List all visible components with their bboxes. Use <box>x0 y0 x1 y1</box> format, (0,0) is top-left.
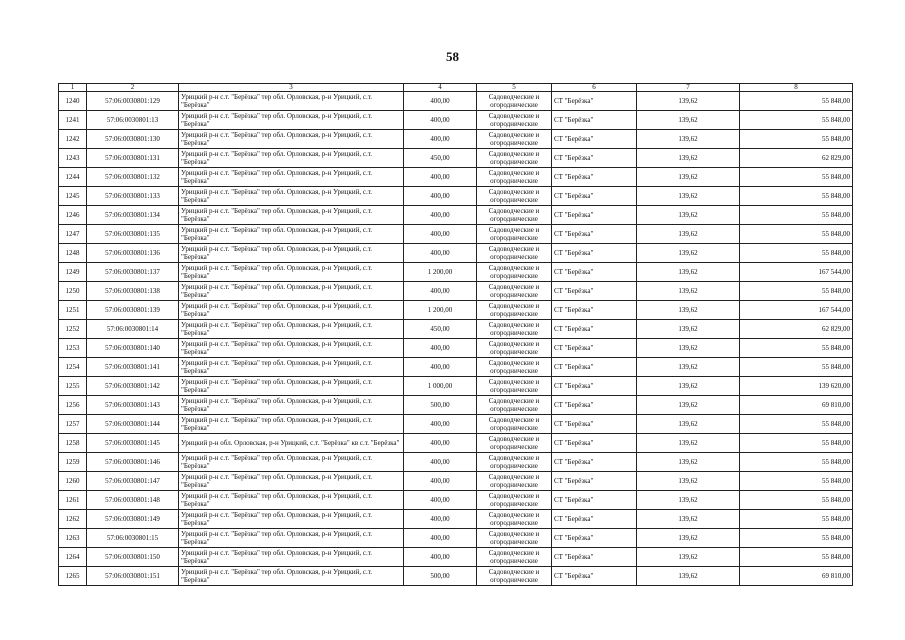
land-use: Садоводческие и огороднические <box>477 320 552 339</box>
column-number: 2 <box>87 84 179 92</box>
cadastral-value: 139 620,00 <box>740 377 853 396</box>
organization: СТ "Берёзка" <box>552 567 637 586</box>
row-number: 1256 <box>59 396 87 415</box>
area: 400,00 <box>404 130 477 149</box>
row-number: 1246 <box>59 206 87 225</box>
cadastral-rate: 139,62 <box>637 472 740 491</box>
row-number: 1241 <box>59 111 87 130</box>
table-row <box>59 434 853 453</box>
table-row <box>59 510 853 529</box>
area: 400,00 <box>404 491 477 510</box>
cadastral-value: 167 544,00 <box>740 263 853 282</box>
row-number: 1261 <box>59 491 87 510</box>
cadastral-number: 57:06:0030801:145 <box>87 434 179 453</box>
cadastral-number: 57:06:0030801:137 <box>87 263 179 282</box>
address: Урицкий р-н с.т. "Берёзка" тер обл. Орловская, р-н Урицкий, с.т. "Берёзка" <box>179 358 404 377</box>
cadastral-value: 55 848,00 <box>740 111 853 130</box>
land-use: Садоводческие и огороднические <box>477 263 552 282</box>
row-number: 1262 <box>59 510 87 529</box>
area: 400,00 <box>404 472 477 491</box>
organization: СТ "Берёзка" <box>552 472 637 491</box>
cadastral-value: 55 848,00 <box>740 225 853 244</box>
address: Урицкий р-н с.т. "Берёзка" тер обл. Орловская, р-н Урицкий, с.т. "Берёзка" <box>179 92 404 111</box>
organization: СТ "Берёзка" <box>552 263 637 282</box>
table-row <box>59 320 853 339</box>
organization: СТ "Берёзка" <box>552 244 637 263</box>
row-number: 1263 <box>59 529 87 548</box>
organization: СТ "Берёзка" <box>552 396 637 415</box>
cadastral-rate: 139,62 <box>637 206 740 225</box>
address: Урицкий р-н с.т. "Берёзка" тер обл. Орловская, р-н Урицкий, с.т. "Берёзка" <box>179 301 404 320</box>
column-number-row <box>59 84 853 92</box>
cadastral-value: 55 848,00 <box>740 206 853 225</box>
area: 400,00 <box>404 206 477 225</box>
row-number: 1249 <box>59 263 87 282</box>
cadastral-value: 55 848,00 <box>740 415 853 434</box>
land-use: Садоводческие и огороднические <box>477 92 552 111</box>
address: Урицкий р-н с.т. "Берёзка" тер обл. Орловская, р-н Урицкий, с.т. "Берёзка" <box>179 396 404 415</box>
address: Урицкий р-н с.т. "Берёзка" тер обл. Орловская, р-н Урицкий, с.т. "Берёзка" <box>179 244 404 263</box>
area: 400,00 <box>404 415 477 434</box>
address: Урицкий р-н с.т. "Берёзка" тер обл. Орловская, р-н Урицкий, с.т. "Берёзка" <box>179 567 404 586</box>
cadastral-rate: 139,62 <box>637 320 740 339</box>
address: Урицкий р-н с.т. "Берёзка" тер обл. Орловская, р-н Урицкий, с.т. "Берёзка" <box>179 320 404 339</box>
land-use: Садоводческие и огороднические <box>477 225 552 244</box>
cadastral-rate: 139,62 <box>637 453 740 472</box>
table-row <box>59 396 853 415</box>
cadastral-rate: 139,62 <box>637 491 740 510</box>
address: Урицкий р-н с.т. "Берёзка" тер обл. Орловская, р-н Урицкий, с.т. "Берёзка" <box>179 149 404 168</box>
land-use: Садоводческие и огороднические <box>477 567 552 586</box>
table-row <box>59 301 853 320</box>
cadastral-rate: 139,62 <box>637 168 740 187</box>
cadastral-rate: 139,62 <box>637 225 740 244</box>
column-number: 5 <box>477 84 552 92</box>
area: 400,00 <box>404 244 477 263</box>
table-row <box>59 567 853 586</box>
address: Урицкий р-н с.т. "Берёзка" тер обл. Орловская, р-н Урицкий, с.т. "Берёзка" <box>179 206 404 225</box>
organization: СТ "Берёзка" <box>552 529 637 548</box>
organization: СТ "Берёзка" <box>552 282 637 301</box>
organization: СТ "Берёзка" <box>552 491 637 510</box>
cadastral-value: 55 848,00 <box>740 187 853 206</box>
organization: СТ "Берёзка" <box>552 301 637 320</box>
address: Урицкий р-н с.т. "Берёзка" тер обл. Орловская, р-н Урицкий, с.т. "Берёзка" <box>179 187 404 206</box>
cadastral-rate: 139,62 <box>637 434 740 453</box>
cadastral-number: 57:06:0030801:130 <box>87 130 179 149</box>
area: 400,00 <box>404 111 477 130</box>
address: Урицкий р-н с.т. "Берёзка" тер обл. Орловская, р-н Урицкий, с.т. "Берёзка" <box>179 491 404 510</box>
cadastral-value: 69 810,00 <box>740 567 853 586</box>
row-number: 1254 <box>59 358 87 377</box>
cadastral-number: 57:06:0030801:14 <box>87 320 179 339</box>
row-number: 1253 <box>59 339 87 358</box>
table-row <box>59 244 853 263</box>
cadastral-rate: 139,62 <box>637 282 740 301</box>
address: Урицкий р-н с.т. "Берёзка" тер обл. Орловская, р-н Урицкий, с.т. "Берёзка" <box>179 548 404 567</box>
organization: СТ "Берёзка" <box>552 358 637 377</box>
address: Урицкий р-н с.т. "Берёзка" тер обл. Орловская, р-н Урицкий, с.т. "Берёзка" <box>179 529 404 548</box>
cadastral-rate: 139,62 <box>637 149 740 168</box>
area: 400,00 <box>404 548 477 567</box>
table-row <box>59 92 853 111</box>
table-row <box>59 263 853 282</box>
organization: СТ "Берёзка" <box>552 548 637 567</box>
cadastral-number: 57:06:0030801:140 <box>87 339 179 358</box>
cadastral-value: 62 829,00 <box>740 149 853 168</box>
table-row <box>59 453 853 472</box>
table-row <box>59 415 853 434</box>
organization: СТ "Берёзка" <box>552 130 637 149</box>
cadastral-rate: 139,62 <box>637 92 740 111</box>
cadastral-rate: 139,62 <box>637 548 740 567</box>
address: Урицкий р-н с.т. "Берёзка" тер обл. Орловская, р-н Урицкий, с.т. "Берёзка" <box>179 225 404 244</box>
cadastral-value: 55 848,00 <box>740 510 853 529</box>
table-row <box>59 206 853 225</box>
land-use: Садоводческие и огороднические <box>477 548 552 567</box>
cadastral-rate: 139,62 <box>637 358 740 377</box>
column-number: 6 <box>552 84 637 92</box>
row-number: 1264 <box>59 548 87 567</box>
cadastral-number: 57:06:0030801:143 <box>87 396 179 415</box>
organization: СТ "Берёзка" <box>552 510 637 529</box>
cadastral-number: 57:06:0030801:142 <box>87 377 179 396</box>
address: Урицкий р-н с.т. "Берёзка" тер обл. Орловская, р-н Урицкий, с.т. "Берёзка" <box>179 510 404 529</box>
row-number: 1258 <box>59 434 87 453</box>
area: 400,00 <box>404 187 477 206</box>
table-row <box>59 130 853 149</box>
cadastral-number: 57:06:0030801:134 <box>87 206 179 225</box>
cadastral-rate: 139,62 <box>637 415 740 434</box>
address: Урицкий р-н с.т. "Берёзка" тер обл. Орловская, р-н Урицкий, с.т. "Берёзка" <box>179 130 404 149</box>
organization: СТ "Берёзка" <box>552 415 637 434</box>
land-use: Садоводческие и огороднические <box>477 339 552 358</box>
cadastral-value: 55 848,00 <box>740 453 853 472</box>
cadastral-rate: 139,62 <box>637 529 740 548</box>
address: Урицкий р-н с.т. "Берёзка" тер обл. Орловская, р-н Урицкий, с.т. "Берёзка" <box>179 111 404 130</box>
land-use: Садоводческие и огороднические <box>477 111 552 130</box>
land-use: Садоводческие и огороднические <box>477 206 552 225</box>
cadastral-number: 57:06:0030801:131 <box>87 149 179 168</box>
cadastral-rate: 139,62 <box>637 339 740 358</box>
address: Урицкий р-н обл. Орловская, р-н Урицкий, с.т. "Берёзка" кв с.т. "Берёзка" <box>179 434 404 453</box>
organization: СТ "Берёзка" <box>552 149 637 168</box>
cadastral-number: 57:06:0030801:141 <box>87 358 179 377</box>
cadastral-rate: 139,62 <box>637 510 740 529</box>
organization: СТ "Берёзка" <box>552 92 637 111</box>
cadastral-number: 57:06:0030801:129 <box>87 92 179 111</box>
area: 400,00 <box>404 282 477 301</box>
cadastral-number: 57:06:0030801:151 <box>87 567 179 586</box>
land-use: Садоводческие и огороднические <box>477 453 552 472</box>
area: 400,00 <box>404 92 477 111</box>
cadastral-value: 55 848,00 <box>740 168 853 187</box>
area: 1 000,00 <box>404 377 477 396</box>
organization: СТ "Берёзка" <box>552 453 637 472</box>
land-use: Садоводческие и огороднические <box>477 130 552 149</box>
land-use: Садоводческие и огороднические <box>477 396 552 415</box>
column-number: 3 <box>179 84 404 92</box>
table-row <box>59 187 853 206</box>
cadastral-rate: 139,62 <box>637 244 740 263</box>
address: Урицкий р-н с.т. "Берёзка" тер обл. Орловская, р-н Урицкий, с.т. "Берёзка" <box>179 263 404 282</box>
organization: СТ "Берёзка" <box>552 206 637 225</box>
column-number: 7 <box>637 84 740 92</box>
organization: СТ "Берёзка" <box>552 111 637 130</box>
organization: СТ "Берёзка" <box>552 168 637 187</box>
table-row <box>59 168 853 187</box>
cadastral-value: 62 829,00 <box>740 320 853 339</box>
area: 400,00 <box>404 510 477 529</box>
cadastral-rate: 139,62 <box>637 396 740 415</box>
page-number: 58 <box>446 49 459 64</box>
column-number: 8 <box>740 84 853 92</box>
table-row <box>59 339 853 358</box>
cadastral-rate: 139,62 <box>637 187 740 206</box>
row-number: 1248 <box>59 244 87 263</box>
cadastral-number: 57:06:0030801:135 <box>87 225 179 244</box>
cadastral-value: 55 848,00 <box>740 92 853 111</box>
cadastral-rate: 139,62 <box>637 377 740 396</box>
cadastral-number: 57:06:0030801:147 <box>87 472 179 491</box>
organization: СТ "Берёзка" <box>552 225 637 244</box>
column-number: 4 <box>404 84 477 92</box>
land-use: Садоводческие и огороднические <box>477 149 552 168</box>
land-use: Садоводческие и огороднические <box>477 434 552 453</box>
table-row <box>59 548 853 567</box>
cadastral-value: 55 848,00 <box>740 339 853 358</box>
cadastral-number: 57:06:0030801:139 <box>87 301 179 320</box>
row-number: 1251 <box>59 301 87 320</box>
area: 500,00 <box>404 567 477 586</box>
address: Урицкий р-н с.т. "Берёзка" тер обл. Орловская, р-н Урицкий, с.т. "Берёзка" <box>179 377 404 396</box>
table-row <box>59 282 853 301</box>
row-number: 1260 <box>59 472 87 491</box>
land-use: Садоводческие и огороднические <box>477 472 552 491</box>
cadastral-value: 55 848,00 <box>740 130 853 149</box>
land-use: Садоводческие и огороднические <box>477 358 552 377</box>
cadastral-value: 69 810,00 <box>740 396 853 415</box>
row-number: 1265 <box>59 567 87 586</box>
address: Урицкий р-н с.т. "Берёзка" тер обл. Орловская, р-н Урицкий, с.т. "Берёзка" <box>179 453 404 472</box>
cadastral-rate: 139,62 <box>637 301 740 320</box>
row-number: 1255 <box>59 377 87 396</box>
organization: СТ "Берёзка" <box>552 187 637 206</box>
table-row <box>59 149 853 168</box>
cadastral-rate: 139,62 <box>637 567 740 586</box>
cadastral-number: 57:06:0030801:15 <box>87 529 179 548</box>
address: Урицкий р-н с.т. "Берёзка" тер обл. Орловская, р-н Урицкий, с.т. "Берёзка" <box>179 168 404 187</box>
area: 450,00 <box>404 320 477 339</box>
row-number: 1244 <box>59 168 87 187</box>
cadastral-value: 55 848,00 <box>740 548 853 567</box>
land-use: Садоводческие и огороднические <box>477 168 552 187</box>
area: 400,00 <box>404 339 477 358</box>
cadastral-number: 57:06:0030801:133 <box>87 187 179 206</box>
area: 400,00 <box>404 358 477 377</box>
cadastral-value: 55 848,00 <box>740 358 853 377</box>
table-row <box>59 529 853 548</box>
row-number: 1259 <box>59 453 87 472</box>
table-row <box>59 111 853 130</box>
land-use: Садоводческие и огороднические <box>477 415 552 434</box>
area: 400,00 <box>404 529 477 548</box>
cadastral-number: 57:06:0030801:150 <box>87 548 179 567</box>
area: 1 200,00 <box>404 263 477 282</box>
table-row <box>59 472 853 491</box>
cadastral-number: 57:06:0030801:149 <box>87 510 179 529</box>
organization: СТ "Берёзка" <box>552 377 637 396</box>
organization: СТ "Берёзка" <box>552 434 637 453</box>
area: 400,00 <box>404 225 477 244</box>
row-number: 1247 <box>59 225 87 244</box>
cadastral-value: 55 848,00 <box>740 434 853 453</box>
address: Урицкий р-н с.т. "Берёзка" тер обл. Орловская, р-н Урицкий, с.т. "Берёзка" <box>179 339 404 358</box>
cadastral-number: 57:06:0030801:132 <box>87 168 179 187</box>
row-number: 1257 <box>59 415 87 434</box>
area: 1 200,00 <box>404 301 477 320</box>
address: Урицкий р-н с.т. "Берёзка" тер обл. Орловская, р-н Урицкий, с.т. "Берёзка" <box>179 415 404 434</box>
table-row <box>59 491 853 510</box>
row-number: 1240 <box>59 92 87 111</box>
cadastral-value: 167 544,00 <box>740 301 853 320</box>
cadastral-value: 55 848,00 <box>740 491 853 510</box>
cadastral-value: 55 848,00 <box>740 529 853 548</box>
cadastral-number: 57:06:0030801:136 <box>87 244 179 263</box>
cadastral-number: 57:06:0030801:148 <box>87 491 179 510</box>
land-use: Садоводческие и огороднические <box>477 510 552 529</box>
cadastral-number: 57:06:0030801:144 <box>87 415 179 434</box>
land-use: Садоводческие и огороднические <box>477 529 552 548</box>
area: 400,00 <box>404 453 477 472</box>
row-number: 1242 <box>59 130 87 149</box>
land-use: Садоводческие и огороднические <box>477 377 552 396</box>
cadastral-number: 57:06:0030801:138 <box>87 282 179 301</box>
cadastral-value: 55 848,00 <box>740 472 853 491</box>
cadastral-rate: 139,62 <box>637 263 740 282</box>
cadastral-value: 55 848,00 <box>740 244 853 263</box>
row-number: 1250 <box>59 282 87 301</box>
cadastral-rate: 139,62 <box>637 111 740 130</box>
land-register-table <box>58 83 853 586</box>
area: 400,00 <box>404 434 477 453</box>
column-number: 1 <box>59 84 87 92</box>
table-row <box>59 358 853 377</box>
row-number: 1243 <box>59 149 87 168</box>
table-row <box>59 377 853 396</box>
land-use: Садоводческие и огороднические <box>477 301 552 320</box>
area: 500,00 <box>404 396 477 415</box>
area: 400,00 <box>404 168 477 187</box>
row-number: 1245 <box>59 187 87 206</box>
row-number: 1252 <box>59 320 87 339</box>
land-use: Садоводческие и огороднические <box>477 491 552 510</box>
land-use: Садоводческие и огороднические <box>477 282 552 301</box>
organization: СТ "Берёзка" <box>552 339 637 358</box>
address: Урицкий р-н с.т. "Берёзка" тер обл. Орловская, р-н Урицкий, с.т. "Берёзка" <box>179 472 404 491</box>
land-use: Садоводческие и огороднические <box>477 187 552 206</box>
address: Урицкий р-н с.т. "Берёзка" тер обл. Орловская, р-н Урицкий, с.т. "Берёзка" <box>179 282 404 301</box>
cadastral-number: 57:06:0030801:146 <box>87 453 179 472</box>
area: 450,00 <box>404 149 477 168</box>
cadastral-rate: 139,62 <box>637 130 740 149</box>
organization: СТ "Берёзка" <box>552 320 637 339</box>
cadastral-number: 57:06:0030801:13 <box>87 111 179 130</box>
cadastral-value: 55 848,00 <box>740 282 853 301</box>
land-use: Садоводческие и огороднические <box>477 244 552 263</box>
table-row <box>59 225 853 244</box>
